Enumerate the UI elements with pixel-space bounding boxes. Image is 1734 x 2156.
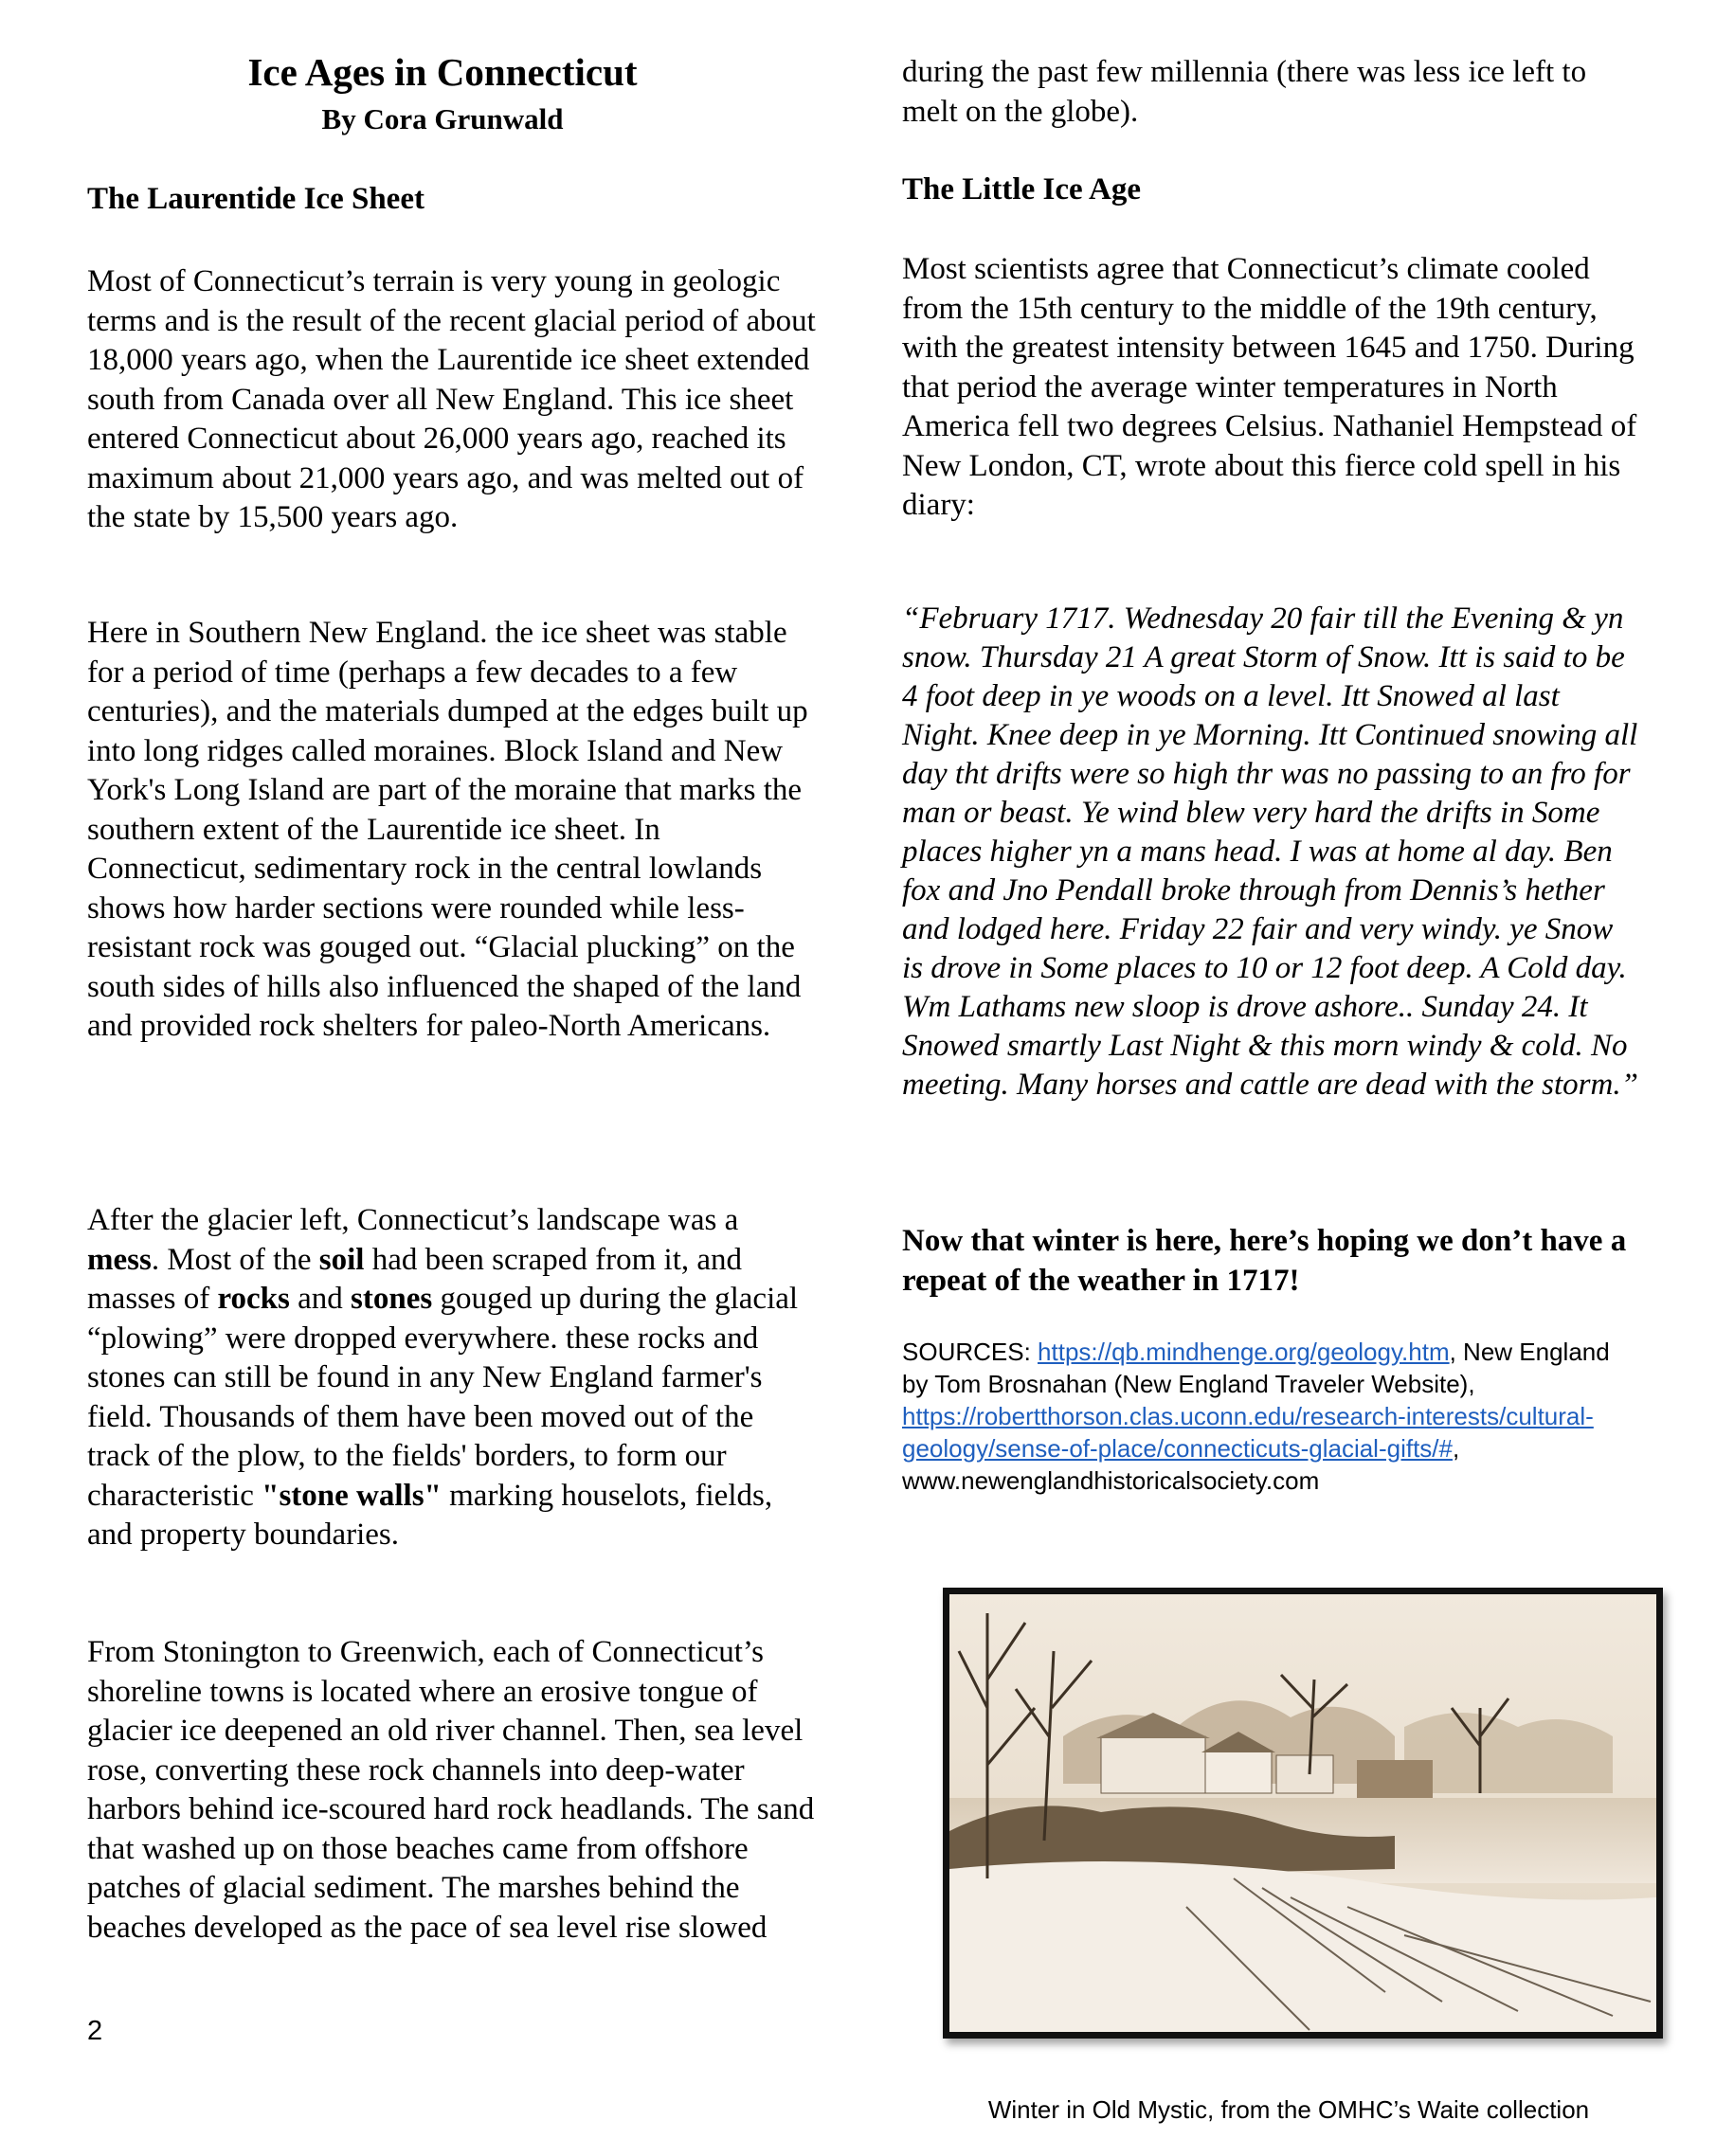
paragraph-continuation: during the past few millennia (there was less ice left to melt on the globe). [902,55,1587,129]
source-link-mindhenge[interactable]: https://qb.mindhenge.org/geology.htm [1038,1338,1450,1366]
page-number: 2 [87,2016,103,2046]
bold-stone-walls: "stone walls" [262,1478,442,1513]
paragraph-moraines: Here in Southern New England. the ice sheet was stable for a period of time (perhaps a few decades to a few centuries), and the materials dumped at the edges built up into long ridges called moraines. Block Island and New York's Long Island are part of the moraine that marks the southern extent of the Laurentide ice sheet. In Connecticut, sedimentary rock in the central lowlands shows how harder sections were rounded while less-resistant rock was gouged out. “Glacial plucking” on the south sides of hills also influenced the shaped of the land and provided rock shelters for paleo-North Americans. [87,616,808,1043]
heading-laurentide: The Laurentide Ice Sheet [87,182,424,216]
sources-label: SOURCES: [902,1338,1039,1366]
sources-block: SOURCES: https://qb.mindhenge.org/geology.htm, New England by Tom Brosnahan (New England Traveler Website), https://robertthorson.clas.uconn.edu/research-interests/cultural-geology/sense-of-place/connecticuts-glacial-gifts/#, www.newenglandhistoricalsociety.com [902,1338,1610,1495]
bold-stones: stones [351,1282,433,1316]
paragraph-landscape: After the glacier left, Connecticut’s landscape was a mess. Most of the soil had been scraped from it, and masses of rocks and stones gouged up during the glacial “plowing” were dropped everywhere. these rocks and stones can still be found in any New England farmer's field. Thousands of them have been moved out of the track of the plow, to the fields' borders, to form our characteristic "stone walls" marking houselots, fields, and property boundaries. [87,1203,799,1552]
paragraph-terrain: Most of Connecticut’s terrain is very young in geologic terms and is the result of the recent glacial period of about 18,000 years ago, when the Laurentide ice sheet extended south from Canada over all New England. This ice sheet entered Connecticut about 26,000 years ago, reached its maximum about 21,000 years ago, and was melted out of the state by 15,500 years ago. [87,264,816,534]
article-byline: By Cora Grunwald [321,102,564,135]
bold-mess: mess [87,1242,152,1277]
diary-quote: “February 1717. Wednesday 20 fair till the Evening & yn snow. Thursday 21 A great Storm of Snow. Itt is said to be 4 foot deep in ye woods on a level. Itt Snowed al last Night. Knee deep in ye Morning. Itt Continued snowing all day tht drifts were so high thr was no passing to an fro for man or beast. Ye wind blew very hard the drifts in Some places higher yn a mans head. I was at home al day. Ben fox and Jno Pendall broke through from Dennis’s hether and lodged here. Friday 22 fair and very windy. ye Snow is drove in Some places to 10 or 12 foot deep. A Cold day. Wm Lathams new sloop is drove ashore.. Sunday 24. It Snowed smartly Last Night & this morn windy & cold. No meeting. Many horses and cattle are dead with the storm.” [902,602,1638,1102]
paragraph-little-ice-age: Most scientists agree that Connecticut’s climate cooled from the 15th century to the middle of the 19th century, with the greatest intensity between 1645 and 1750. During that period the average winter temperatures in North America fell two degrees Celsius. Nathaniel Hempstead of New London, CT, wrote about this fierce cold spell in his diary: [902,252,1637,522]
paragraph-shoreline: From Stonington to Greenwich, each of Connecticut’s shoreline towns is located where an erosive tongue of glacier ice deepened an old river channel. Then, sea level rose, converting these rock channels into deep-water harbors behind ice-scoured hard rock headlands. The sand that washed up on those beaches came from offshore patches of glacial sediment. The marshes behind the beaches developed as the pace of sea level rise slowed [87,1635,815,1945]
photo-caption: Winter in Old Mystic, from the OMHC’s Waite collection [987,2095,1590,2124]
winter-old-mystic-photo [943,1588,1663,2039]
heading-little-ice-age: The Little Ice Age [902,172,1142,207]
article-title: Ice Ages in Connecticut [247,50,638,94]
bold-soil: soil [318,1242,365,1277]
source-link-thorson[interactable]: https://robertthorson.clas.uconn.edu/research-interests/cultural-geology/sense-of-place/connecticuts-glacial-gifts/# [902,1402,1594,1463]
bold-rocks: rocks [217,1282,290,1316]
closing-remark: Now that winter is here, here’s hoping we don’t have a repeat of the weather in 1717! [902,1224,1627,1298]
photo-illustration [949,1594,1656,2032]
